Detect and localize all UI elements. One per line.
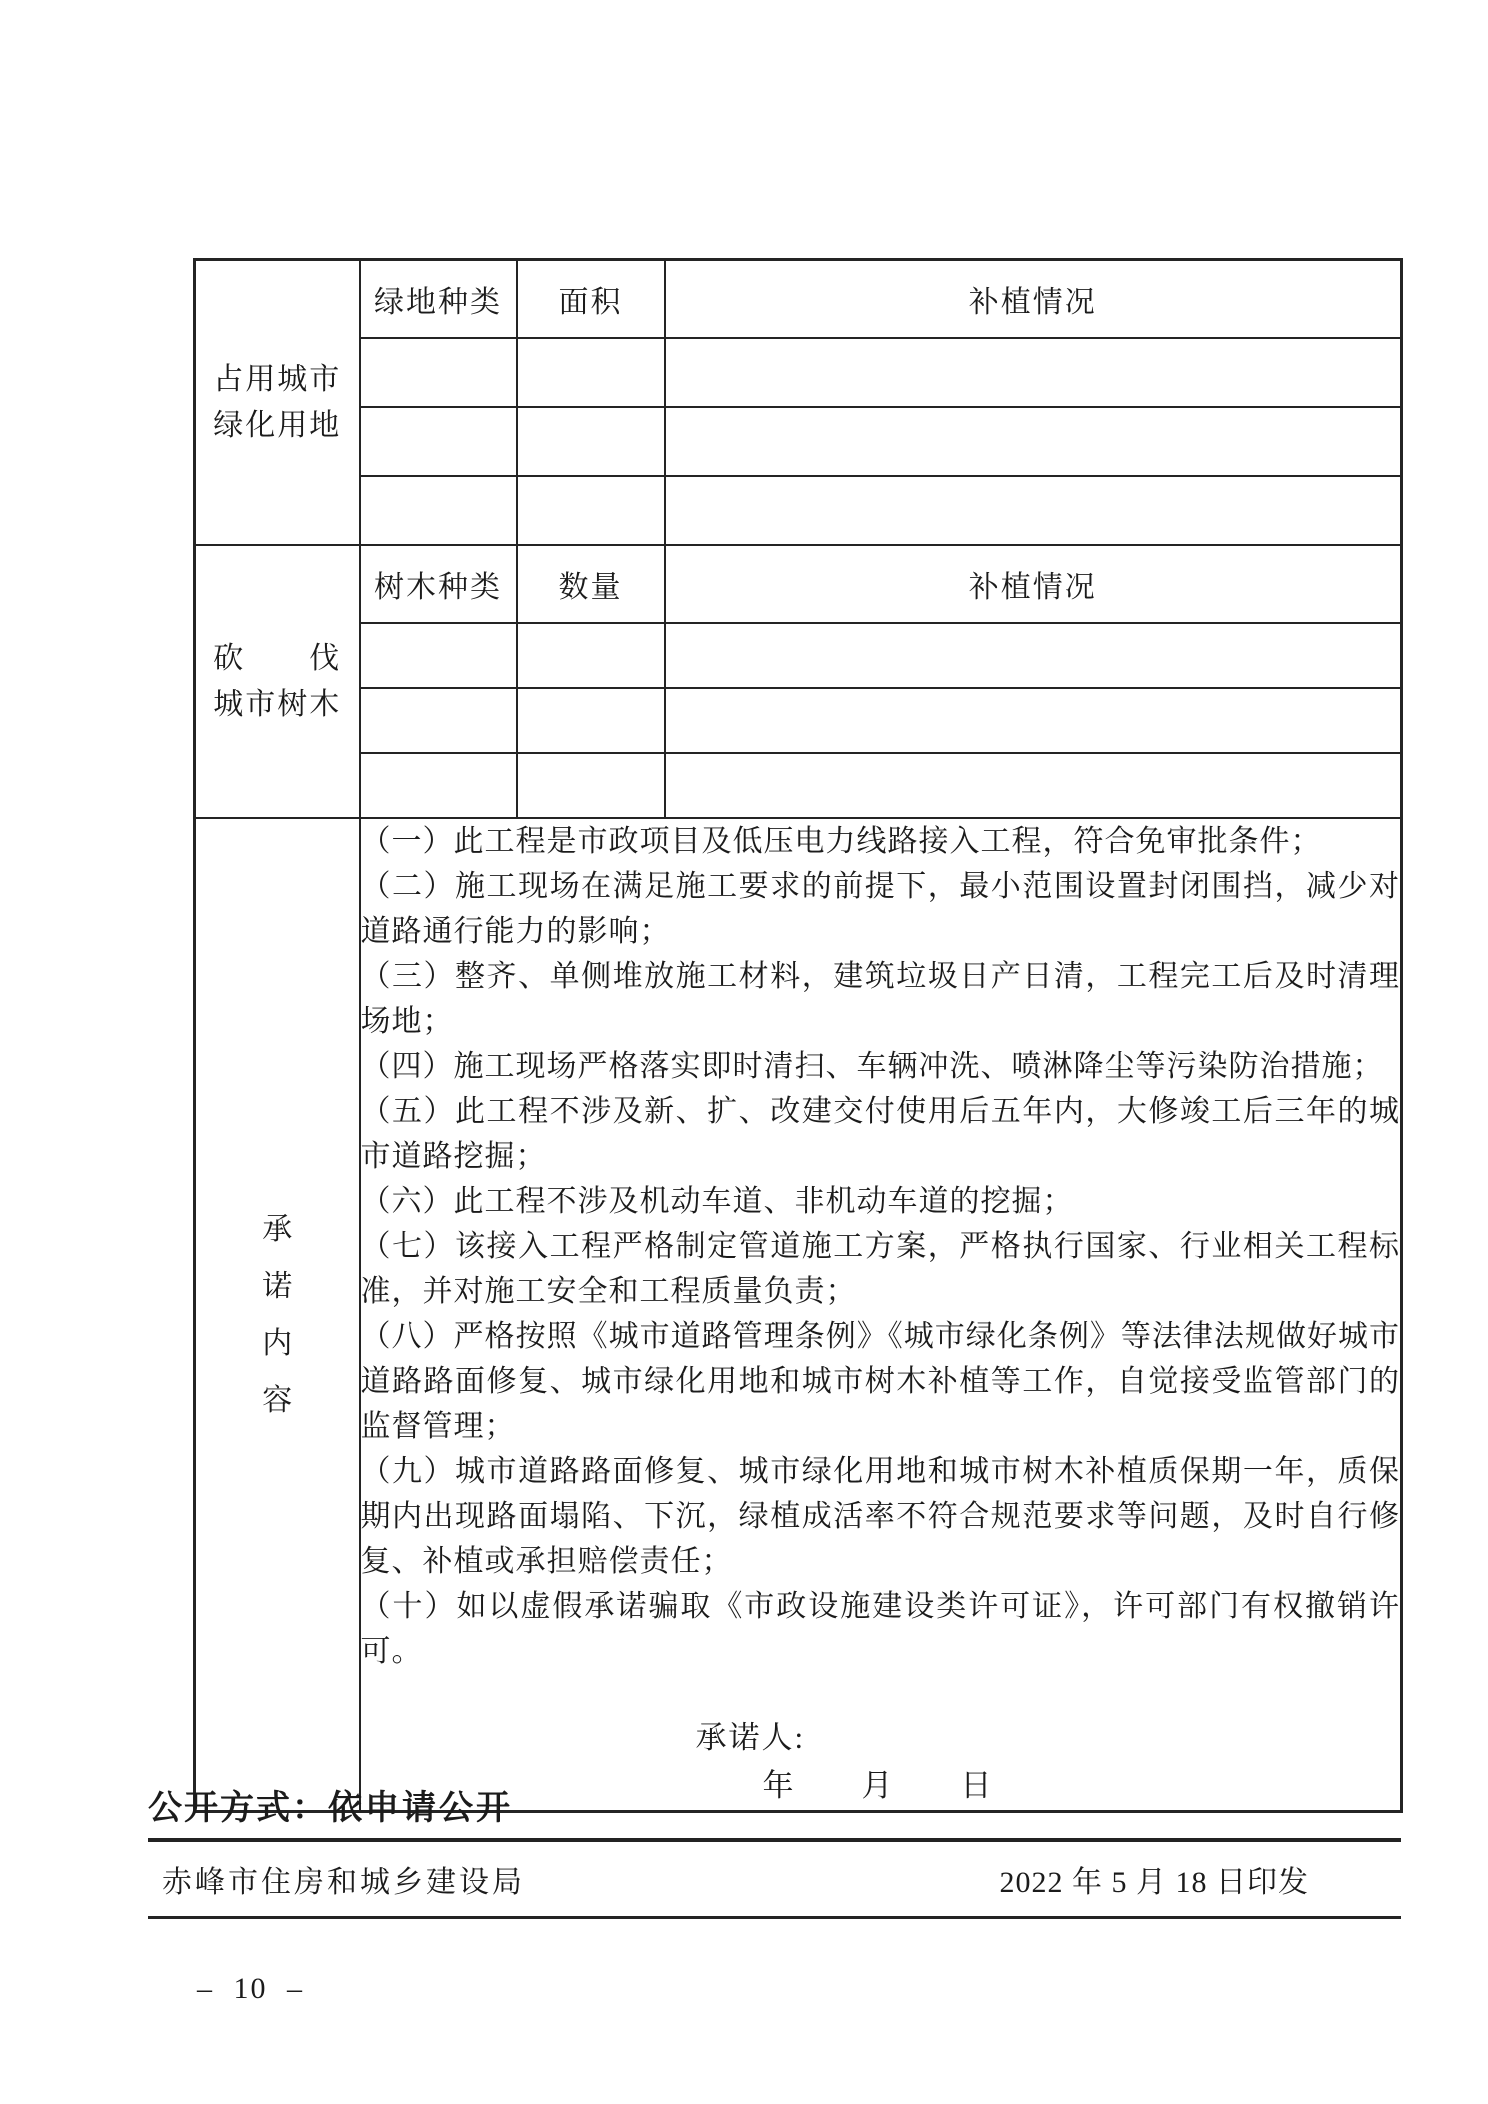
empty-cell <box>665 623 1402 688</box>
issuing-bureau: 赤峰市住房和城乡建设局 <box>162 1866 525 1899</box>
signature-label: 承诺人: <box>695 1720 806 1755</box>
trees-empty-row <box>195 623 1402 688</box>
column-header-quantity: 数量 <box>517 545 665 623</box>
disclosure-line <box>148 1782 1401 1834</box>
commitment-item-2: （二）施工现场在满足施工要求的前提下，最小范围设置封闭围挡，减少对道路通行能力的影响； <box>360 870 1400 948</box>
commitment-item-4: （四）施工现场严格落实即时清扫、车辆冲洗、喷淋降尘等污染防治措施； <box>360 1050 1384 1083</box>
commitment-item-6: （六）此工程不涉及机动车道、非机动车道的挖掘； <box>360 1185 1074 1218</box>
column-header-replanting: 补植情况 <box>665 260 1402 339</box>
column-header-area: 面积 <box>517 260 665 339</box>
disclosure-value: 依申请公开 <box>328 1790 513 1827</box>
column-header-replanting: 补植情况 <box>665 545 1402 623</box>
empty-cell <box>665 476 1402 545</box>
green-land-empty-row <box>195 407 1402 476</box>
commitment-item-7: （七）该接入工程严格制定管道施工方案，严格执行国家、行业相关工程标准，并对施工安全和工程质量负责； <box>360 1230 1400 1308</box>
trees-empty-row <box>195 688 1402 753</box>
empty-cell <box>360 623 517 688</box>
commitment-item-10: （十）如以虚假承诺骗取《市政设施建设类许可证》，许可部门有权撤销许可。 <box>360 1590 1400 1668</box>
permit-form-table <box>193 258 1403 1813</box>
trees-header-row <box>195 545 1402 623</box>
empty-cell <box>665 753 1402 818</box>
document-footer <box>148 1782 1401 1919</box>
empty-cell <box>360 407 517 476</box>
section-label-green-land <box>195 260 360 546</box>
commitment-item-8: （八）严格按照《城市道路管理条例》《城市绿化条例》等法律法规做好城市道路路面修复、城市绿化用地和城市树木补植等工作，自觉接受监管部门的监督管理； <box>360 1320 1400 1443</box>
section-label-line: 占用城市 <box>213 362 342 396</box>
commitment-content-cell <box>360 818 1402 1812</box>
commitment-item-3: （三）整齐、单侧堆放施工材料，建筑垃圾日产日清，工程完工后及时清理场地； <box>360 960 1400 1038</box>
section-label-commitment <box>195 818 360 1812</box>
column-header-green-type: 绿地种类 <box>360 260 517 339</box>
green-land-header-row <box>195 260 1402 339</box>
commitment-vertical-label: 承诺内容 <box>262 1212 293 1417</box>
section-label-trees <box>195 545 360 818</box>
empty-cell <box>360 338 517 407</box>
empty-cell <box>517 688 665 753</box>
empty-cell <box>360 476 517 545</box>
signature-date-line: 年 月 日 <box>762 1768 994 1803</box>
issue-date: 2022 年 5 月 18 日印发 <box>999 1866 1309 1899</box>
section-label-line: 绿化用地 <box>213 408 342 442</box>
commitment-item-9: （九）城市道路路面修复、城市绿化用地和城市树木补植质保期一年，质保期内出现路面塌陷、下沉，绿植成活率不符合规范要求等问题，及时自行修复、补植或承担赔偿责任； <box>360 1455 1400 1578</box>
empty-cell <box>665 407 1402 476</box>
empty-cell <box>360 753 517 818</box>
empty-cell <box>665 338 1402 407</box>
commitment-item-5: （五）此工程不涉及新、扩、改建交付使用后五年内，大修竣工后三年的城市道路挖掘； <box>360 1095 1400 1173</box>
commitment-item-1: （一）此工程是市政项目及低压电力线路接入工程，符合免审批条件； <box>360 825 1322 858</box>
footer-divider-bottom <box>148 1916 1401 1919</box>
commitment-row <box>195 818 1402 1812</box>
empty-cell <box>665 688 1402 753</box>
section-label-line: 砍 伐 <box>213 641 342 675</box>
empty-cell <box>517 753 665 818</box>
empty-cell <box>517 623 665 688</box>
section-label-line: 城市树木 <box>213 687 342 721</box>
empty-cell <box>517 407 665 476</box>
empty-cell <box>517 338 665 407</box>
issuer-row <box>148 1842 1401 1916</box>
green-land-empty-row <box>195 338 1402 407</box>
column-header-tree-type: 树木种类 <box>360 545 517 623</box>
green-land-empty-row <box>195 476 1402 545</box>
empty-cell <box>360 688 517 753</box>
trees-empty-row <box>195 753 1402 818</box>
disclosure-label: 公开方式： <box>148 1789 328 1827</box>
page-number: – 10 – <box>197 1972 304 2005</box>
empty-cell <box>517 476 665 545</box>
